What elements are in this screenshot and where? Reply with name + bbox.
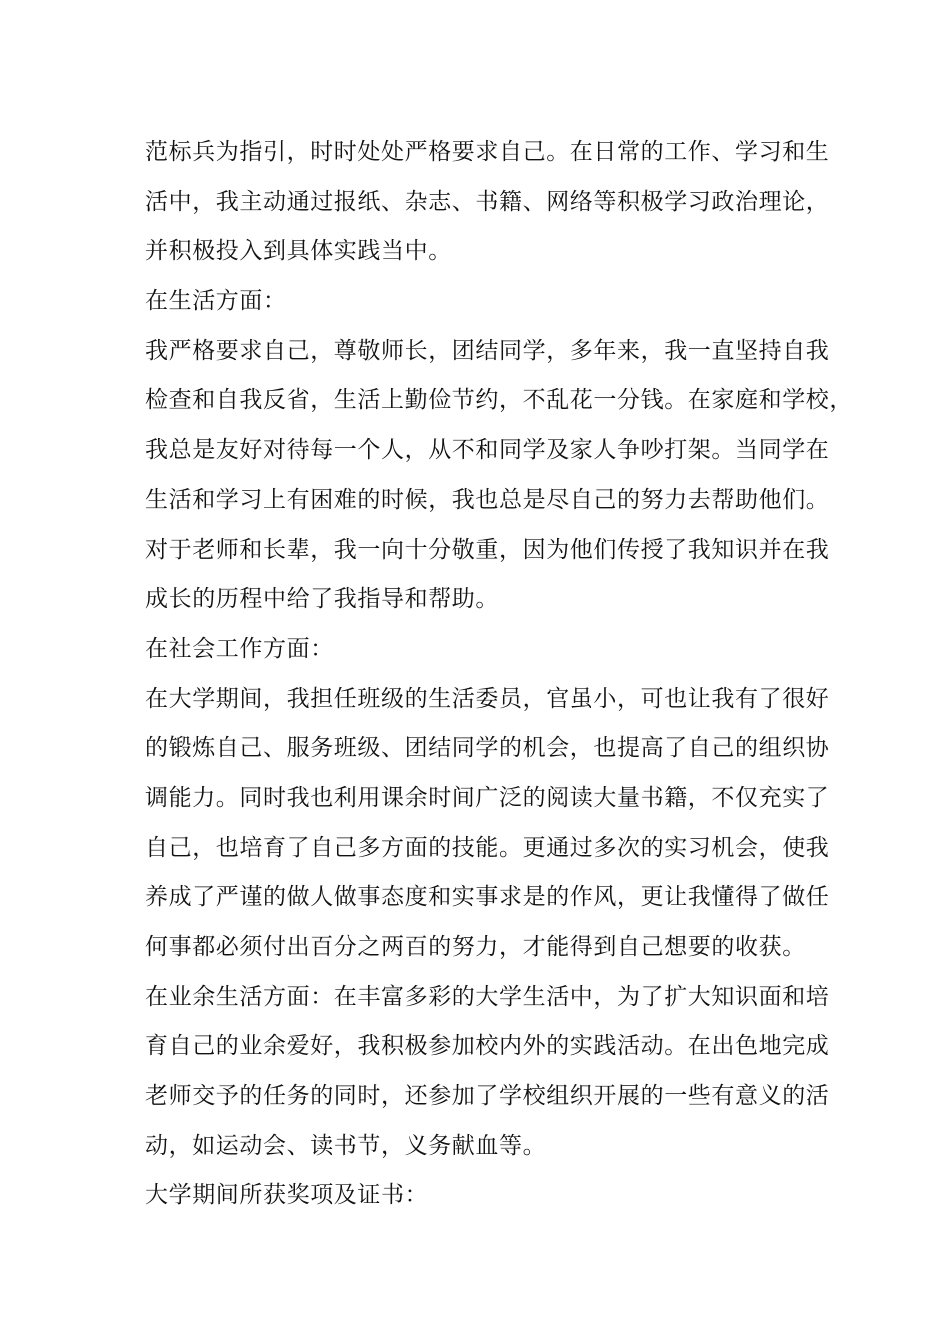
text-line: 动，如运动会、读书节，义务献血等。 <box>145 1132 547 1159</box>
document-body <box>145 128 853 1221</box>
text-line: 调能力。同时我也利用课余时间广泛的阅读大量书籍，不仅充实了 <box>145 784 830 811</box>
section-heading-life: 在生活方面： <box>145 288 287 315</box>
text-line: 生活和学习上有困难的时候，我也总是尽自己的努力去帮助他们。 <box>145 486 830 513</box>
text-line: 养成了严谨的做人做事态度和实事求是的作风，更让我懂得了做任 <box>145 884 830 911</box>
text-line: 我严格要求自己，尊敬师长，团结同学，多年来，我一直坚持自我 <box>145 337 830 364</box>
text-line: 老师交予的任务的同时，还参加了学校组织开展的一些有意义的活 <box>145 1083 830 1110</box>
section-heading-leisure: 在业余生活方面：在丰富多彩的大学生活中，为了扩大知识面和培 <box>145 983 830 1010</box>
section-heading-awards: 大学期间所获奖项及证书： <box>145 1182 429 1209</box>
text-line: 育自己的业余爱好，我积极参加校内外的实践活动。在出色地完成 <box>145 1033 830 1060</box>
text-line: 对于老师和长辈，我一向十分敬重，因为他们传授了我知识并在我 <box>145 536 830 563</box>
text-line: 成长的历程中给了我指导和帮助。 <box>145 586 499 613</box>
text-line: 检查和自我反省，生活上勤俭节约，不乱花一分钱。在家庭和学校， <box>145 387 853 414</box>
text-line: 我总是友好对待每一个人，从不和同学及家人争吵打架。当同学在 <box>145 437 830 464</box>
text-line: 并积极投入到具体实践当中。 <box>145 238 452 265</box>
text-line: 的锻炼自己、服务班级、团结同学的机会，也提高了自己的组织协 <box>145 735 830 762</box>
text-line: 活中，我主动通过报纸、杂志、书籍、网络等积极学习政治理论， <box>145 188 830 215</box>
text-line: 何事都必须付出百分之两百的努力，才能得到自己想要的收获。 <box>145 934 806 960</box>
section-heading-social-work: 在社会工作方面： <box>145 635 334 662</box>
text-line: 在大学期间，我担任班级的生活委员，官虽小，可也让我有了很好 <box>145 685 830 712</box>
text-line: 范标兵为指引，时时处处严格要求自己。在日常的工作、学习和生 <box>145 139 830 165</box>
text-line: 自己，也培育了自己多方面的技能。更通过多次的实习机会，使我 <box>145 834 830 861</box>
